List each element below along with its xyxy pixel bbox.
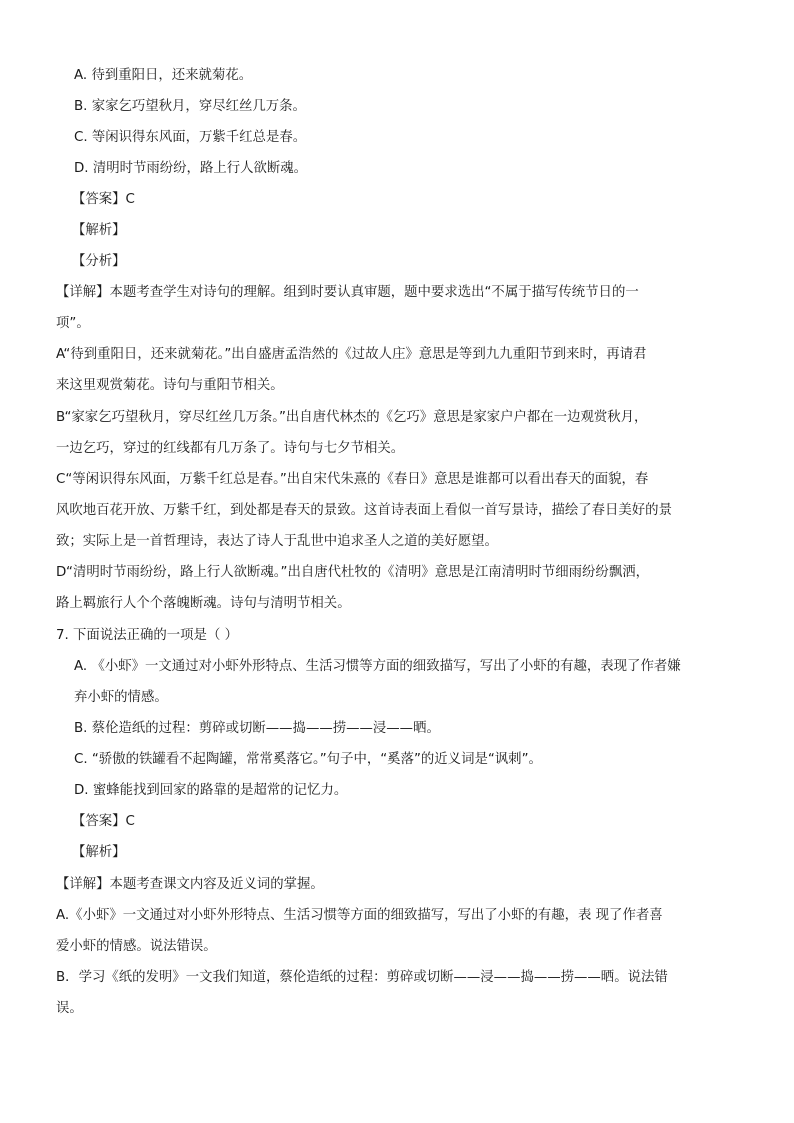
- explanation-c: 致；实际上是一首哲理诗，表达了诗人于乱世中追求圣人之道的美好愿望。: [56, 534, 498, 549]
- option-a: A. 待到重阳日，还来就菊花。: [74, 68, 253, 83]
- answer-label: 【答案】C: [72, 192, 135, 207]
- explanation-d: D“清明时节雨纷纷，路上行人欲断魂。”出自唐代杜牧的《清明》意思是江南清明时节细雨纷纷飘洒，: [56, 565, 649, 580]
- q7-option-b: B. 蔡伦造纸的过程：剪碎或切断——捣——捞——浸——晒。: [74, 721, 440, 736]
- explanation-a: A“待到重阳日，还来就菊花。”出自盛唐孟浩然的《过故人庄》意思是等到九九重阳节到来时，再请君: [56, 347, 647, 362]
- answer-label: 【答案】C: [72, 814, 135, 829]
- explanation-c: 风吹地百花开放、万紫千红，到处都是春天的景致。这首诗表面上看似一首写景诗，描绘了春日美好的景: [56, 503, 672, 518]
- q7-option-a: A. 《小虾》一文通过对小虾外形特点、生活习惯等方面的细致描写，写出了小虾的有趣，表现了作者嫌: [74, 659, 681, 674]
- option-c: C. 等闲识得东风面，万紫千红总是春。: [74, 130, 307, 145]
- explanation-a: A.《小虾》一文通过对小虾外形特点、生活习惯等方面的细致描写，写出了小虾的有趣，表 现了作者喜: [56, 908, 663, 923]
- explanation-text: 【详解】本题考查课文内容及近义词的掌握。: [56, 877, 324, 892]
- explanation-b: B．学习《纸的发明》一文我们知道，蔡伦造纸的过程：剪碎或切断——浸——捣——捞——晒。说法错: [56, 970, 668, 985]
- explanation-c: C“等闲识得东风面，万紫千红总是春。”出自宋代朱熹的《春日》意思是谁都可以看出春天的面貌，春: [56, 472, 649, 487]
- option-d: D. 清明时节雨纷纷，路上行人欲断魂。: [74, 161, 308, 176]
- explanation-d: 路上羁旅行人个个落魄断魂。诗句与清明节相关。: [56, 596, 351, 611]
- analysis-label: 【解析】: [72, 223, 126, 238]
- option-b: B. 家家乞巧望秋月，穿尽红丝几万条。: [74, 99, 306, 114]
- q7-option-a: 弃小虾的情感。: [74, 690, 168, 705]
- q7-option-c: C. “骄傲的铁罐看不起陶罐，常常奚落它。”句子中，“奚落”的近义词是“讽刺”。: [74, 752, 542, 767]
- explanation-b: 一边乞巧，穿过的红线都有几万条了。诗句与七夕节相关。: [56, 441, 405, 456]
- explanation-a: 爱小虾的情感。说法错误。: [56, 939, 217, 954]
- explanation-text: 【详解】本题考查学生对诗句的理解。组到时要认真审题，题中要求选出“不属于描写传统节日的一: [56, 285, 639, 300]
- analysis-label: 【解析】: [72, 845, 126, 860]
- analysis-subtitle: 【分析】: [72, 254, 126, 269]
- explanation-a: 来这里观赏菊花。诗句与重阳节相关。: [56, 378, 284, 393]
- explanation-text: 项”。: [56, 316, 90, 331]
- explanation-b: 误。: [56, 1001, 83, 1016]
- q7-option-d: D. 蜜蜂能找到回家的路靠的是超常的记忆力。: [74, 783, 348, 798]
- question-7: 7. 下面说法正确的一项是（ ）: [56, 628, 238, 643]
- explanation-b: B“家家乞巧望秋月，穿尽红丝几万条。”出自唐代林杰的《乞巧》意思是家家户户都在一边观赏秋月，: [56, 410, 648, 425]
